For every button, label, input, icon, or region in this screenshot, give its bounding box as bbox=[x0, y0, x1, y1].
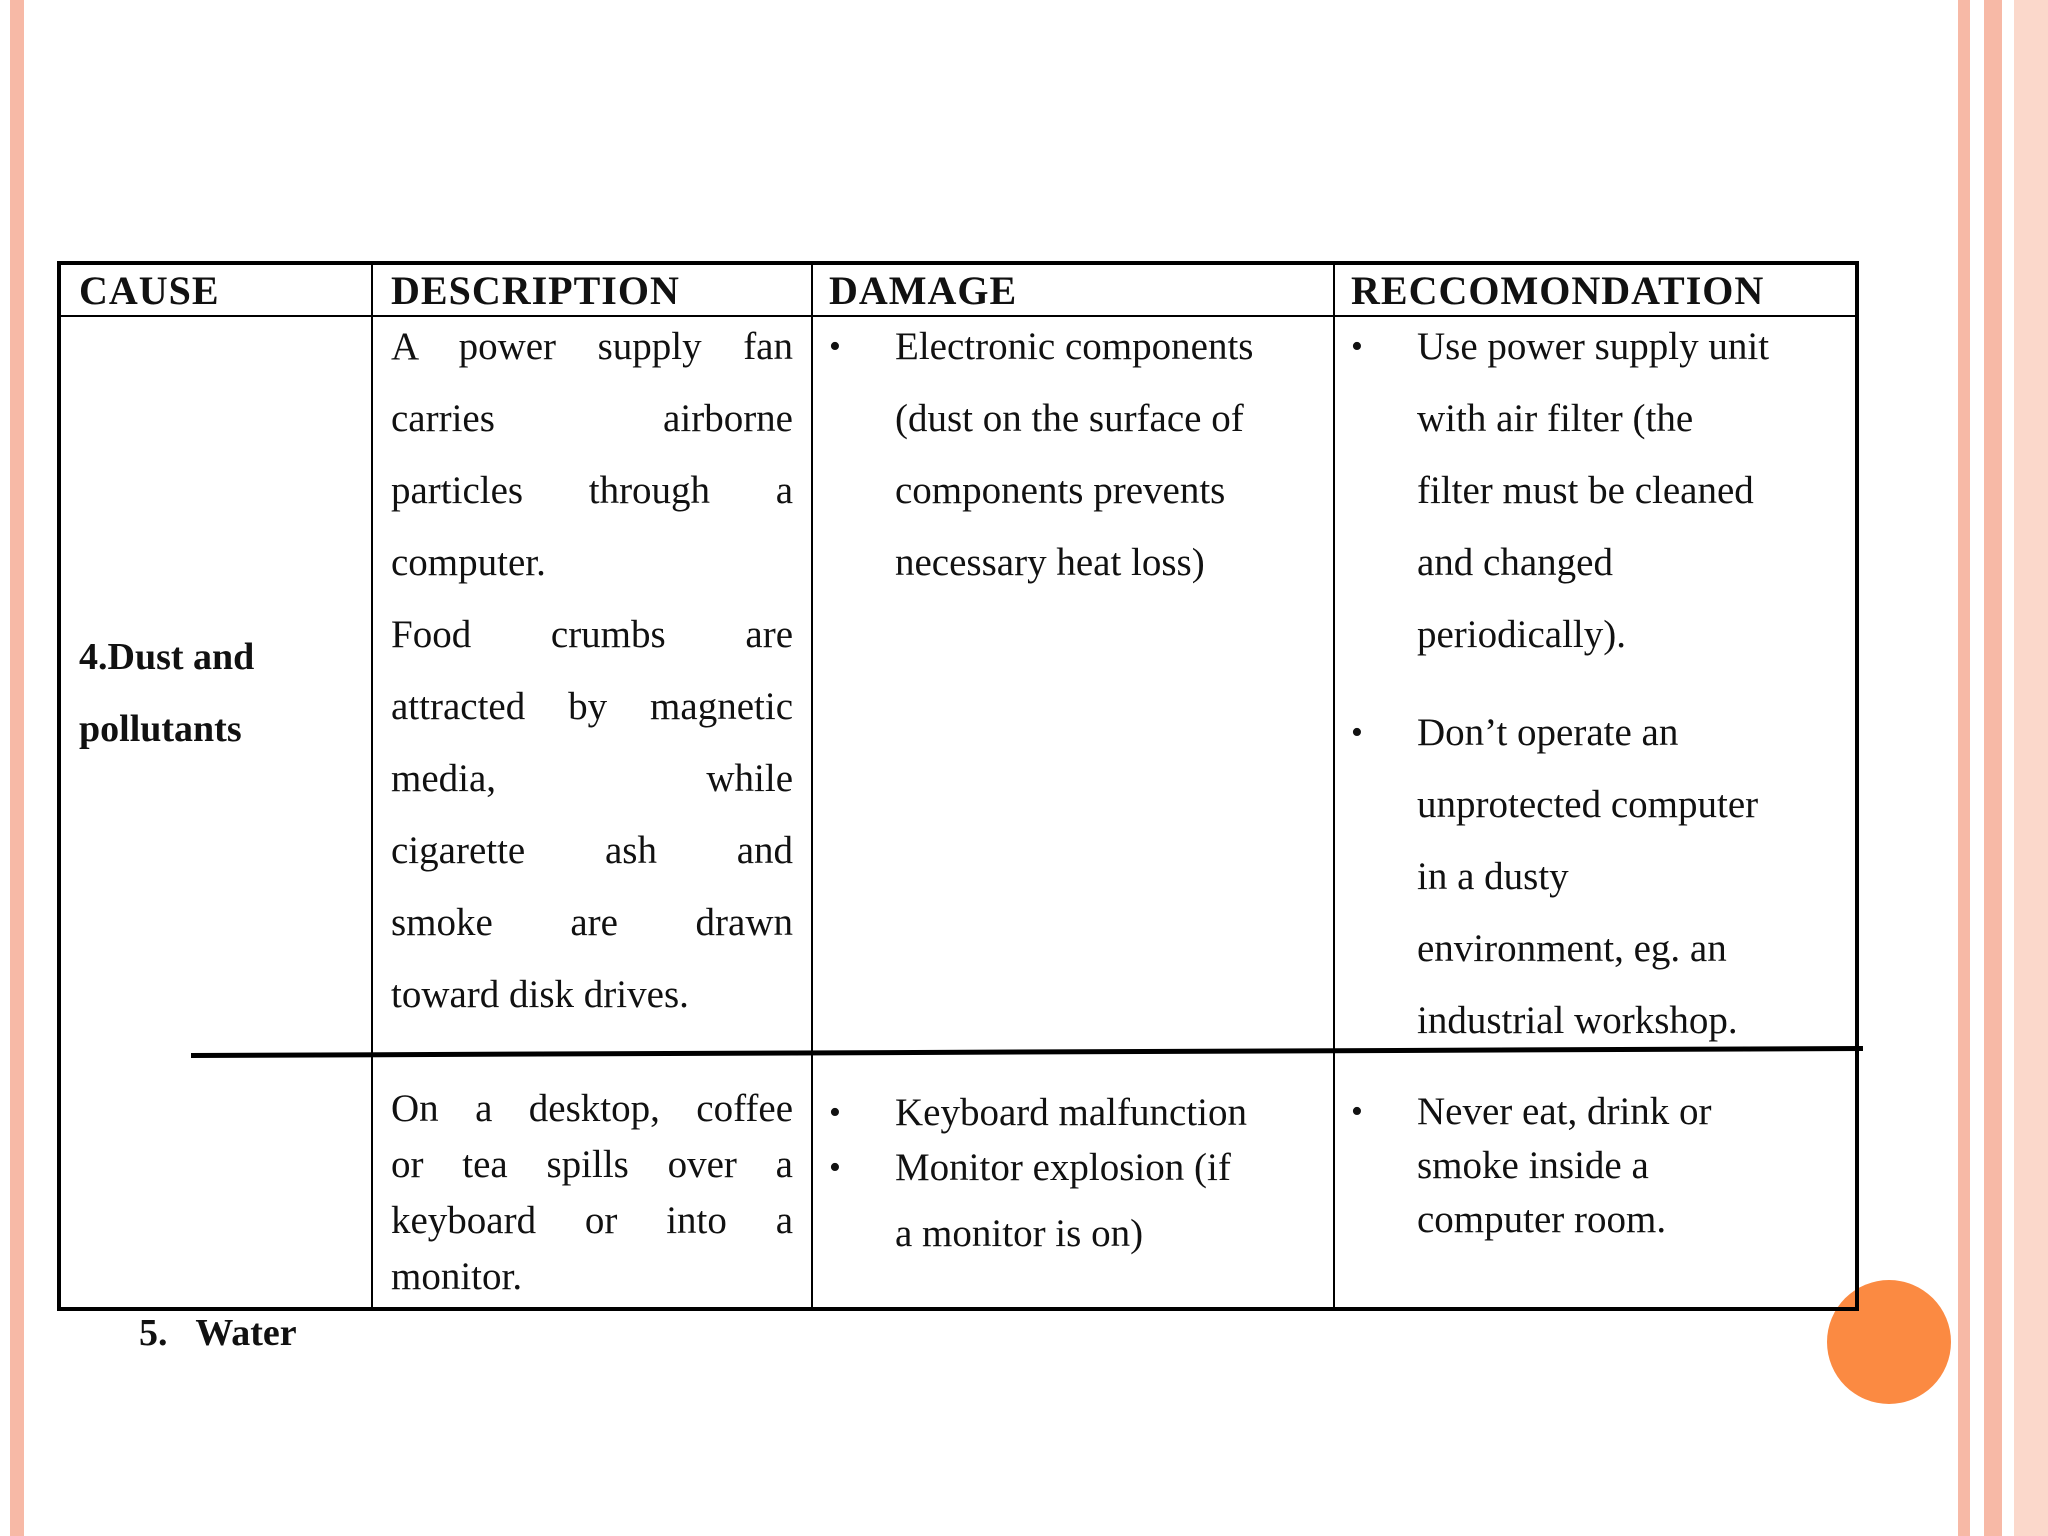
bullet-line: computer room. bbox=[1417, 1198, 1667, 1241]
header-recommendation: RECCOMONDATION bbox=[1351, 268, 1765, 313]
description-line: attracted by magnetic bbox=[391, 685, 793, 728]
cause-line: 5. Water bbox=[139, 1312, 297, 1354]
bullet-line: • Electronic components bbox=[895, 325, 1254, 368]
bullet-line: components prevents bbox=[895, 469, 1226, 512]
bullet-line: • Monitor explosion (if bbox=[895, 1146, 1231, 1189]
header-description: DESCRIPTION bbox=[391, 268, 680, 313]
right-border-stripe bbox=[1984, 0, 2002, 1536]
bullet-line: industrial workshop. bbox=[1417, 999, 1738, 1042]
damage-bullet bbox=[829, 311, 1325, 599]
hazards-table bbox=[57, 261, 1859, 1354]
description-line: media, while bbox=[391, 757, 793, 800]
column-divider bbox=[1333, 265, 1335, 1307]
damage-cell bbox=[829, 1085, 1325, 1267]
bullet-line: • Use power supply unit bbox=[1417, 325, 1770, 368]
left-border-stripe bbox=[10, 0, 24, 1536]
recommendation-bullet bbox=[1351, 1085, 1851, 1247]
bullet-line: periodically). bbox=[1417, 613, 1626, 656]
right-border-stripe bbox=[1958, 0, 1970, 1536]
description-cell bbox=[391, 311, 793, 1031]
description-line: particles through a bbox=[391, 469, 793, 512]
description-line: keyboard or into a bbox=[391, 1199, 793, 1242]
cause-cell bbox=[79, 621, 254, 765]
recommendation-bullet bbox=[1351, 311, 1851, 671]
bullet-line: (dust on the surface of bbox=[895, 397, 1244, 440]
bullet-line: necessary heat loss) bbox=[895, 541, 1205, 584]
bullet-line: in a dusty bbox=[1417, 855, 1569, 898]
description-line: Food crumbs are bbox=[391, 613, 793, 656]
bullet-line: • Don’t operate an bbox=[1417, 711, 1679, 754]
bullet-line: filter must be cleaned bbox=[1417, 469, 1754, 512]
description-line: monitor. bbox=[391, 1255, 523, 1298]
description-line: A power supply fan bbox=[391, 325, 793, 368]
bullet-line: • Keyboard malfunction bbox=[895, 1091, 1247, 1134]
bullet-line: and changed bbox=[1417, 541, 1613, 584]
damage-bullet bbox=[829, 1135, 1325, 1267]
description-line: On a desktop, coffee bbox=[391, 1087, 793, 1130]
bullet-line: • Never eat, drink or bbox=[1417, 1090, 1712, 1133]
description-line: toward disk drives. bbox=[391, 973, 689, 1016]
column-divider bbox=[371, 265, 373, 1307]
description-line: carries airborne bbox=[391, 397, 793, 440]
cause-line: pollutants bbox=[79, 708, 242, 750]
description-line: cigarette ash and bbox=[391, 829, 793, 872]
damage-cell bbox=[829, 311, 1325, 599]
recommendation-bullet bbox=[1351, 697, 1851, 1057]
description-cell bbox=[391, 1081, 793, 1305]
bullet-line: smoke inside a bbox=[1417, 1144, 1649, 1187]
description-line: smoke are drawn bbox=[391, 901, 793, 944]
column-divider bbox=[811, 265, 813, 1307]
cause-cell bbox=[139, 1153, 297, 1513]
header-damage: DAMAGE bbox=[829, 268, 1018, 313]
cause-line: 4.Dust and bbox=[79, 636, 255, 678]
right-border-band bbox=[2014, 0, 2048, 1536]
bullet-line: a monitor is on) bbox=[895, 1212, 1144, 1255]
description-line: or tea spills over a bbox=[391, 1143, 793, 1186]
header-cause: CAUSE bbox=[79, 268, 220, 313]
bullet-line: with air filter (the bbox=[1417, 397, 1694, 440]
description-line: computer. bbox=[391, 541, 546, 584]
bullet-line: unprotected computer bbox=[1417, 783, 1759, 826]
recommendation-cell bbox=[1351, 1085, 1851, 1247]
recommendation-cell bbox=[1351, 311, 1851, 1057]
bullet-line: environment, eg. an bbox=[1417, 927, 1727, 970]
damage-bullet bbox=[829, 1085, 1325, 1141]
